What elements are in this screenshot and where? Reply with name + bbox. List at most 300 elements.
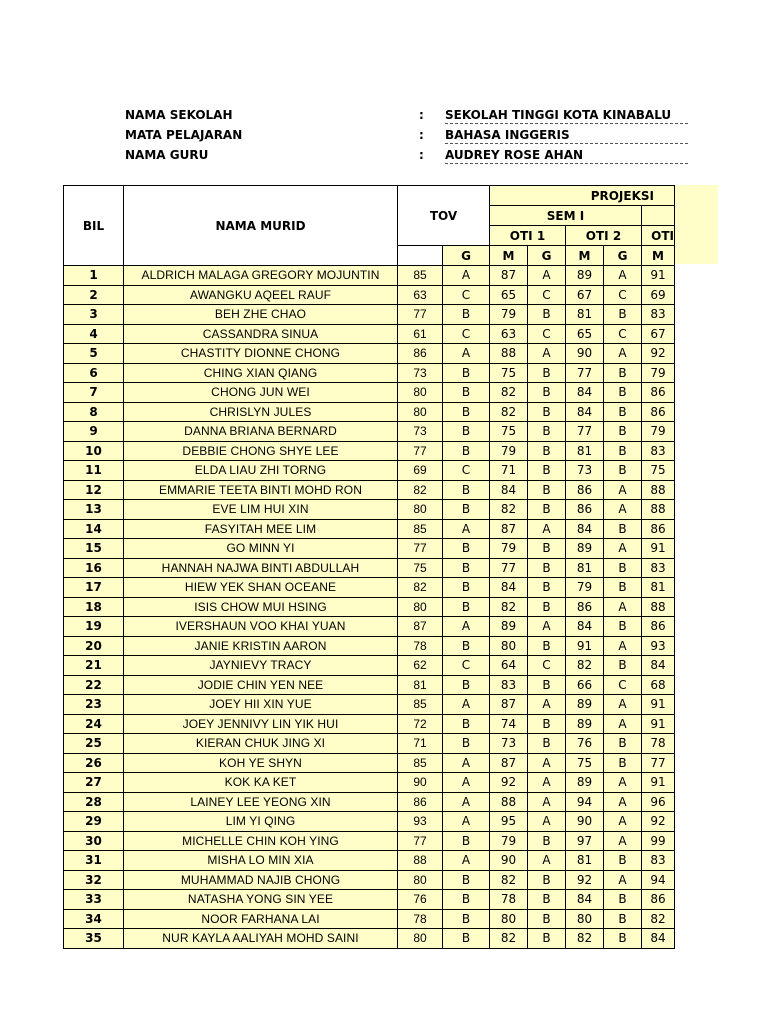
oti2-mark-cell: 81	[566, 441, 604, 461]
student-name-cell: IVERSHAUN VOO KHAI YUAN	[124, 617, 398, 637]
table-row	[64, 792, 675, 812]
student-name-cell: ALDRICH MALAGA GREGORY MOJUNTIN	[124, 266, 398, 286]
oti2-grade-cell: A	[604, 480, 642, 500]
row-number-cell: 32	[64, 870, 124, 890]
student-marks-table	[63, 185, 675, 949]
col-header-oti2: OTI 2	[566, 226, 642, 246]
table-row	[64, 773, 675, 793]
tov-mark-cell: 71	[398, 734, 443, 754]
col-header-tov-m	[398, 246, 443, 266]
oti1-mark-cell: 78	[490, 890, 528, 910]
oti2-mark-cell: 82	[566, 929, 604, 949]
oti3-mark-cell: 83	[642, 558, 675, 578]
oti2-grade-cell: B	[604, 402, 642, 422]
tov-grade-cell: A	[443, 792, 490, 812]
oti2-grade-cell: B	[604, 383, 642, 403]
tov-grade-cell: A	[443, 753, 490, 773]
oti1-mark-cell: 63	[490, 324, 528, 344]
row-number-cell: 20	[64, 636, 124, 656]
oti1-mark-cell: 95	[490, 812, 528, 832]
oti2-grade-cell: A	[604, 500, 642, 520]
oti2-grade-cell: B	[604, 656, 642, 676]
oti1-mark-cell: 87	[490, 519, 528, 539]
oti2-mark-cell: 90	[566, 344, 604, 364]
tov-mark-cell: 81	[398, 675, 443, 695]
oti1-grade-cell: B	[528, 578, 566, 598]
row-number-cell: 16	[64, 558, 124, 578]
col-header-tov-g: G	[443, 246, 490, 266]
row-number-cell: 7	[64, 383, 124, 403]
student-name-cell: KOK KA KET	[124, 773, 398, 793]
oti1-grade-cell: A	[528, 519, 566, 539]
row-number-cell: 13	[64, 500, 124, 520]
table-row	[64, 402, 675, 422]
oti2-grade-cell: B	[604, 909, 642, 929]
oti3-mark-cell: 78	[642, 734, 675, 754]
oti1-grade-cell: B	[528, 890, 566, 910]
col-header-oti1: OTI 1	[490, 226, 566, 246]
row-number-cell: 2	[64, 285, 124, 305]
oti2-mark-cell: 91	[566, 636, 604, 656]
tov-mark-cell: 82	[398, 578, 443, 598]
student-name-cell: BEH ZHE CHAO	[124, 305, 398, 325]
tov-grade-cell: C	[443, 285, 490, 305]
oti1-mark-cell: 83	[490, 675, 528, 695]
row-number-cell: 25	[64, 734, 124, 754]
oti3-mark-cell: 83	[642, 441, 675, 461]
table-row	[64, 461, 675, 481]
table-row	[64, 266, 675, 286]
oti3-mark-cell: 81	[642, 578, 675, 598]
tov-grade-cell: B	[443, 890, 490, 910]
tov-grade-cell: B	[443, 929, 490, 949]
table-row	[64, 383, 675, 403]
student-rows	[64, 266, 675, 949]
tov-grade-cell: A	[443, 344, 490, 364]
table-row	[64, 480, 675, 500]
oti2-mark-cell: 76	[566, 734, 604, 754]
row-number-cell: 9	[64, 422, 124, 442]
tov-grade-cell: A	[443, 812, 490, 832]
table-row	[64, 831, 675, 851]
oti2-mark-cell: 89	[566, 773, 604, 793]
oti1-grade-cell: B	[528, 636, 566, 656]
oti3-mark-cell: 91	[642, 714, 675, 734]
row-number-cell: 35	[64, 929, 124, 949]
tov-mark-cell: 82	[398, 480, 443, 500]
oti3-mark-cell: 86	[642, 617, 675, 637]
table-row	[64, 578, 675, 598]
oti3-mark-cell: 93	[642, 636, 675, 656]
oti2-grade-cell: A	[604, 344, 642, 364]
oti2-mark-cell: 86	[566, 480, 604, 500]
table-row	[64, 441, 675, 461]
tov-mark-cell: 80	[398, 597, 443, 617]
student-name-cell: KIERAN CHUK JING XI	[124, 734, 398, 754]
tov-mark-cell: 61	[398, 324, 443, 344]
tov-mark-cell: 78	[398, 636, 443, 656]
tov-grade-cell: B	[443, 558, 490, 578]
table-row	[64, 675, 675, 695]
oti1-grade-cell: B	[528, 734, 566, 754]
table-row	[64, 714, 675, 734]
tov-mark-cell: 80	[398, 500, 443, 520]
oti2-grade-cell: B	[604, 422, 642, 442]
oti2-mark-cell: 75	[566, 753, 604, 773]
table-row	[64, 753, 675, 773]
oti3-mark-cell: 82	[642, 909, 675, 929]
oti1-mark-cell: 77	[490, 558, 528, 578]
row-number-cell: 15	[64, 539, 124, 559]
tov-mark-cell: 85	[398, 519, 443, 539]
oti2-mark-cell: 67	[566, 285, 604, 305]
col-header-sem: SEM I	[490, 206, 642, 226]
table-row	[64, 539, 675, 559]
oti2-mark-cell: 73	[566, 461, 604, 481]
student-name-cell: ISIS CHOW MUI HSING	[124, 597, 398, 617]
tov-mark-cell: 62	[398, 656, 443, 676]
tov-mark-cell: 63	[398, 285, 443, 305]
student-name-cell: ELDA LIAU ZHI TORNG	[124, 461, 398, 481]
oti2-grade-cell: A	[604, 831, 642, 851]
oti1-mark-cell: 80	[490, 909, 528, 929]
col-header-sem-cont	[642, 206, 675, 226]
tov-mark-cell: 78	[398, 909, 443, 929]
oti2-grade-cell: C	[604, 285, 642, 305]
oti2-mark-cell: 89	[566, 695, 604, 715]
table-row	[64, 695, 675, 715]
oti2-grade-cell: A	[604, 597, 642, 617]
row-number-cell: 26	[64, 753, 124, 773]
student-name-cell: EVE LIM HUI XIN	[124, 500, 398, 520]
tov-mark-cell: 76	[398, 890, 443, 910]
student-name-cell: JANIE KRISTIN AARON	[124, 636, 398, 656]
oti1-grade-cell: B	[528, 558, 566, 578]
oti2-mark-cell: 94	[566, 792, 604, 812]
tov-mark-cell: 73	[398, 363, 443, 383]
oti1-grade-cell: A	[528, 617, 566, 637]
tov-mark-cell: 80	[398, 870, 443, 890]
oti2-grade-cell: A	[604, 812, 642, 832]
col-header-oti3: OTI	[642, 226, 675, 246]
oti1-mark-cell: 90	[490, 851, 528, 871]
table-row	[64, 363, 675, 383]
table-row	[64, 285, 675, 305]
oti3-mark-cell: 83	[642, 305, 675, 325]
tov-mark-cell: 77	[398, 539, 443, 559]
oti1-mark-cell: 88	[490, 792, 528, 812]
oti3-mark-cell: 91	[642, 773, 675, 793]
oti2-grade-cell: B	[604, 617, 642, 637]
oti1-mark-cell: 82	[490, 929, 528, 949]
oti2-mark-cell: 89	[566, 714, 604, 734]
col-header-bil: BIL	[64, 186, 124, 266]
student-name-cell: DEBBIE CHONG SHYE LEE	[124, 441, 398, 461]
tov-grade-cell: B	[443, 441, 490, 461]
student-name-cell: JOEY JENNIVY LIN YIK HUI	[124, 714, 398, 734]
tov-grade-cell: A	[443, 617, 490, 637]
tov-grade-cell: B	[443, 870, 490, 890]
oti1-grade-cell: B	[528, 909, 566, 929]
oti2-grade-cell: B	[604, 929, 642, 949]
oti2-mark-cell: 77	[566, 363, 604, 383]
tov-grade-cell: B	[443, 402, 490, 422]
tov-mark-cell: 80	[398, 402, 443, 422]
oti1-grade-cell: B	[528, 305, 566, 325]
info-value: AUDREY ROSE AHAN	[445, 148, 688, 164]
oti1-grade-cell: C	[528, 324, 566, 344]
tov-mark-cell: 93	[398, 812, 443, 832]
table-row	[64, 422, 675, 442]
oti2-grade-cell: B	[604, 753, 642, 773]
oti1-mark-cell: 75	[490, 422, 528, 442]
info-label: NAMA GURU	[125, 148, 209, 162]
row-number-cell: 19	[64, 617, 124, 637]
oti2-mark-cell: 86	[566, 500, 604, 520]
tov-grade-cell: C	[443, 656, 490, 676]
student-name-cell: DANNA BRIANA BERNARD	[124, 422, 398, 442]
oti2-mark-cell: 89	[566, 266, 604, 286]
table-row	[64, 929, 675, 949]
student-name-cell: FASYITAH MEE LIM	[124, 519, 398, 539]
student-name-cell: NUR KAYLA AALIYAH MOHD SAINI	[124, 929, 398, 949]
oti1-grade-cell: C	[528, 656, 566, 676]
tov-grade-cell: B	[443, 831, 490, 851]
row-number-cell: 8	[64, 402, 124, 422]
row-number-cell: 24	[64, 714, 124, 734]
tov-mark-cell: 69	[398, 461, 443, 481]
row-number-cell: 29	[64, 812, 124, 832]
oti1-grade-cell: B	[528, 383, 566, 403]
tov-mark-cell: 80	[398, 929, 443, 949]
tov-grade-cell: B	[443, 734, 490, 754]
row-number-cell: 10	[64, 441, 124, 461]
oti1-grade-cell: B	[528, 441, 566, 461]
table-row	[64, 909, 675, 929]
info-colon: :	[419, 108, 424, 122]
oti1-mark-cell: 92	[490, 773, 528, 793]
student-name-cell: AWANGKU AQEEL RAUF	[124, 285, 398, 305]
info-label: NAMA SEKOLAH	[125, 108, 233, 122]
oti3-mark-cell: 91	[642, 539, 675, 559]
student-name-cell: MUHAMMAD NAJIB CHONG	[124, 870, 398, 890]
row-number-cell: 22	[64, 675, 124, 695]
student-name-cell: MISHA LO MIN XIA	[124, 851, 398, 871]
oti1-grade-cell: B	[528, 929, 566, 949]
oti2-mark-cell: 81	[566, 305, 604, 325]
oti2-grade-cell: B	[604, 851, 642, 871]
oti2-mark-cell: 80	[566, 909, 604, 929]
table-row	[64, 617, 675, 637]
tov-mark-cell: 77	[398, 831, 443, 851]
row-number-cell: 5	[64, 344, 124, 364]
oti3-mark-cell: 86	[642, 402, 675, 422]
info-label: MATA PELAJARAN	[125, 128, 243, 142]
student-name-cell: LIM YI QING	[124, 812, 398, 832]
oti3-mark-cell: 84	[642, 929, 675, 949]
oti2-grade-cell: A	[604, 695, 642, 715]
oti2-mark-cell: 77	[566, 422, 604, 442]
student-name-cell: GO MINN YI	[124, 539, 398, 559]
oti2-grade-cell: A	[604, 792, 642, 812]
oti1-grade-cell: B	[528, 714, 566, 734]
tov-grade-cell: B	[443, 714, 490, 734]
oti1-grade-cell: A	[528, 792, 566, 812]
oti3-mark-cell: 92	[642, 812, 675, 832]
tov-mark-cell: 75	[398, 558, 443, 578]
info-value: BAHASA INGGERIS	[445, 128, 688, 144]
student-name-cell: CHONG JUN WEI	[124, 383, 398, 403]
oti3-mark-cell: 92	[642, 344, 675, 364]
tov-mark-cell: 88	[398, 851, 443, 871]
tov-mark-cell: 73	[398, 422, 443, 442]
oti2-mark-cell: 81	[566, 851, 604, 871]
table-row	[64, 812, 675, 832]
oti1-grade-cell: B	[528, 402, 566, 422]
oti1-mark-cell: 74	[490, 714, 528, 734]
oti2-grade-cell: B	[604, 441, 642, 461]
oti2-mark-cell: 65	[566, 324, 604, 344]
student-name-cell: JAYNIEVY TRACY	[124, 656, 398, 676]
oti3-mark-cell: 68	[642, 675, 675, 695]
student-name-cell: EMMARIE TEETA BINTI MOHD RON	[124, 480, 398, 500]
oti1-mark-cell: 87	[490, 695, 528, 715]
table-row	[64, 324, 675, 344]
col-header-oti2-g: G	[604, 246, 642, 266]
table-row	[64, 519, 675, 539]
tov-mark-cell: 86	[398, 344, 443, 364]
oti3-mark-cell: 91	[642, 266, 675, 286]
oti3-mark-cell: 69	[642, 285, 675, 305]
oti3-mark-cell: 88	[642, 480, 675, 500]
tov-grade-cell: B	[443, 480, 490, 500]
oti1-grade-cell: B	[528, 597, 566, 617]
tov-grade-cell: B	[443, 422, 490, 442]
tov-grade-cell: B	[443, 305, 490, 325]
row-number-cell: 31	[64, 851, 124, 871]
info-row-teacher	[125, 148, 725, 167]
oti3-mark-cell: 67	[642, 324, 675, 344]
oti3-mark-cell: 99	[642, 831, 675, 851]
row-number-cell: 34	[64, 909, 124, 929]
student-name-cell: NATASHA YONG SIN YEE	[124, 890, 398, 910]
oti3-mark-cell: 96	[642, 792, 675, 812]
row-number-cell: 4	[64, 324, 124, 344]
oti1-grade-cell: A	[528, 773, 566, 793]
oti2-grade-cell: A	[604, 870, 642, 890]
tov-grade-cell: A	[443, 266, 490, 286]
row-number-cell: 3	[64, 305, 124, 325]
row-number-cell: 17	[64, 578, 124, 598]
oti2-mark-cell: 90	[566, 812, 604, 832]
oti3-mark-cell: 79	[642, 422, 675, 442]
table-row	[64, 851, 675, 871]
oti1-grade-cell: B	[528, 500, 566, 520]
oti2-grade-cell: B	[604, 558, 642, 578]
oti2-grade-cell: A	[604, 714, 642, 734]
oti1-mark-cell: 82	[490, 870, 528, 890]
tov-grade-cell: B	[443, 539, 490, 559]
oti1-grade-cell: A	[528, 266, 566, 286]
student-name-cell: HIEW YEK SHAN OCEANE	[124, 578, 398, 598]
oti2-grade-cell: A	[604, 539, 642, 559]
row-number-cell: 33	[64, 890, 124, 910]
table-row	[64, 636, 675, 656]
oti1-mark-cell: 73	[490, 734, 528, 754]
table-row	[64, 597, 675, 617]
table-row	[64, 558, 675, 578]
table-row	[64, 890, 675, 910]
oti1-mark-cell: 82	[490, 597, 528, 617]
table-row	[64, 734, 675, 754]
student-name-cell: KOH YE SHYN	[124, 753, 398, 773]
oti2-mark-cell: 84	[566, 519, 604, 539]
oti1-grade-cell: B	[528, 870, 566, 890]
tov-grade-cell: B	[443, 500, 490, 520]
oti3-mark-cell: 88	[642, 500, 675, 520]
student-name-cell: NOOR FARHANA LAI	[124, 909, 398, 929]
oti1-mark-cell: 79	[490, 305, 528, 325]
tov-mark-cell: 77	[398, 305, 443, 325]
tov-grade-cell: A	[443, 851, 490, 871]
oti3-mark-cell: 84	[642, 656, 675, 676]
oti1-mark-cell: 64	[490, 656, 528, 676]
table-row	[64, 870, 675, 890]
tov-mark-cell: 85	[398, 753, 443, 773]
tov-grade-cell: B	[443, 597, 490, 617]
oti1-grade-cell: B	[528, 480, 566, 500]
row-number-cell: 6	[64, 363, 124, 383]
oti3-mark-cell: 83	[642, 851, 675, 871]
oti1-grade-cell: C	[528, 285, 566, 305]
tov-grade-cell: C	[443, 324, 490, 344]
oti2-mark-cell: 81	[566, 558, 604, 578]
oti1-grade-cell: B	[528, 831, 566, 851]
oti3-mark-cell: 86	[642, 519, 675, 539]
oti2-grade-cell: B	[604, 734, 642, 754]
col-header-tov: TOV	[398, 186, 490, 246]
table-row	[64, 344, 675, 364]
oti2-grade-cell: A	[604, 773, 642, 793]
oti1-mark-cell: 79	[490, 441, 528, 461]
table-row	[64, 656, 675, 676]
oti2-mark-cell: 97	[566, 831, 604, 851]
oti2-grade-cell: B	[604, 461, 642, 481]
oti2-mark-cell: 79	[566, 578, 604, 598]
row-number-cell: 21	[64, 656, 124, 676]
oti1-mark-cell: 82	[490, 402, 528, 422]
oti1-grade-cell: B	[528, 461, 566, 481]
oti1-mark-cell: 71	[490, 461, 528, 481]
tov-mark-cell: 85	[398, 695, 443, 715]
row-number-cell: 30	[64, 831, 124, 851]
oti3-mark-cell: 94	[642, 870, 675, 890]
oti3-mark-cell: 88	[642, 597, 675, 617]
oti1-mark-cell: 84	[490, 578, 528, 598]
oti2-mark-cell: 66	[566, 675, 604, 695]
tov-grade-cell: B	[443, 383, 490, 403]
oti2-mark-cell: 92	[566, 870, 604, 890]
oti2-grade-cell: C	[604, 675, 642, 695]
student-name-cell: CASSANDRA SINUA	[124, 324, 398, 344]
oti2-grade-cell: B	[604, 305, 642, 325]
col-header-oti3-m: M	[642, 246, 675, 266]
tov-grade-cell: A	[443, 773, 490, 793]
student-name-cell: CHING XIAN QIANG	[124, 363, 398, 383]
oti2-mark-cell: 86	[566, 597, 604, 617]
oti2-grade-cell: A	[604, 636, 642, 656]
info-colon: :	[419, 148, 424, 162]
